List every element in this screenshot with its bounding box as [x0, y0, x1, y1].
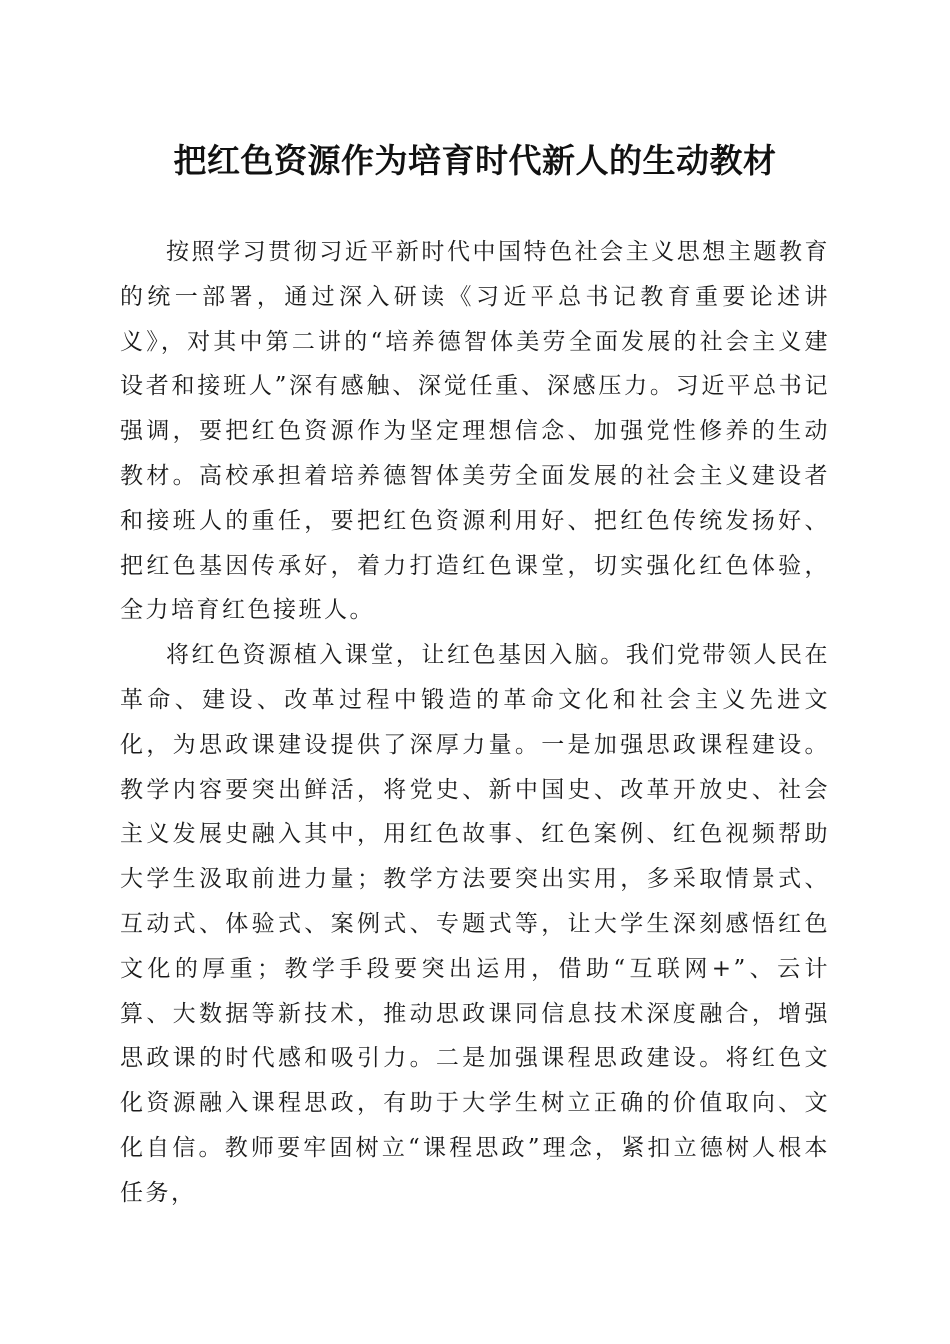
- document-body: [120, 230, 830, 1216]
- paragraph-1: 按照学习贯彻习近平新时代中国特色社会主义思想主题教育的统一部署，通过深入研读《习近平总书记教育重要论述讲义》，对其中第二讲的“培养德智体美劳全面发展的社会主义建设者和接班人”深有感触、深觉任重、深感压力。习近平总书记强调，要把红色资源作为坚定理想信念、加强党性修养的生动教材。高校承担着培养德智体美劳全面发展的社会主义建设者和接班人的重任，要把红色资源利用好、把红色传统发扬好、把红色基因传承好，着力打造红色课堂，切实强化红色体验，全力培育红色接班人。: [120, 239, 830, 624]
- document-title: 把红色资源作为培育时代新人的生动教材: [173, 141, 777, 180]
- paragraph-2: 将红色资源植入课堂，让红色基因入脑。我们党带领人民在革命、建设、改革过程中锻造的革命文化和社会主义先进文化，为思政课建设提供了深厚力量。一是加强思政课程建设。教学内容要突出鲜活，将党史、新中国史、改革开放史、社会主义发展史融入其中，用红色故事、红色案例、红色视频帮助大学生汲取前进力量；教学方法要突出实用，多采取情景式、互动式、体验式、案例式、专题式等，让大学生深刻感悟红色文化的厚重；教学手段要突出运用，借助“互联网+”、云计算、大数据等新技术，推动思政课同信息技术深度融合，增强思政课的时代感和吸引力。二是加强课程思政建设。将红色文化资源融入课程思政，有助于大学生树立正确的价值取向、文化自信。教师要牢固树立“课程思政”理念，紧扣立德树人根本任务，: [120, 642, 830, 1206]
